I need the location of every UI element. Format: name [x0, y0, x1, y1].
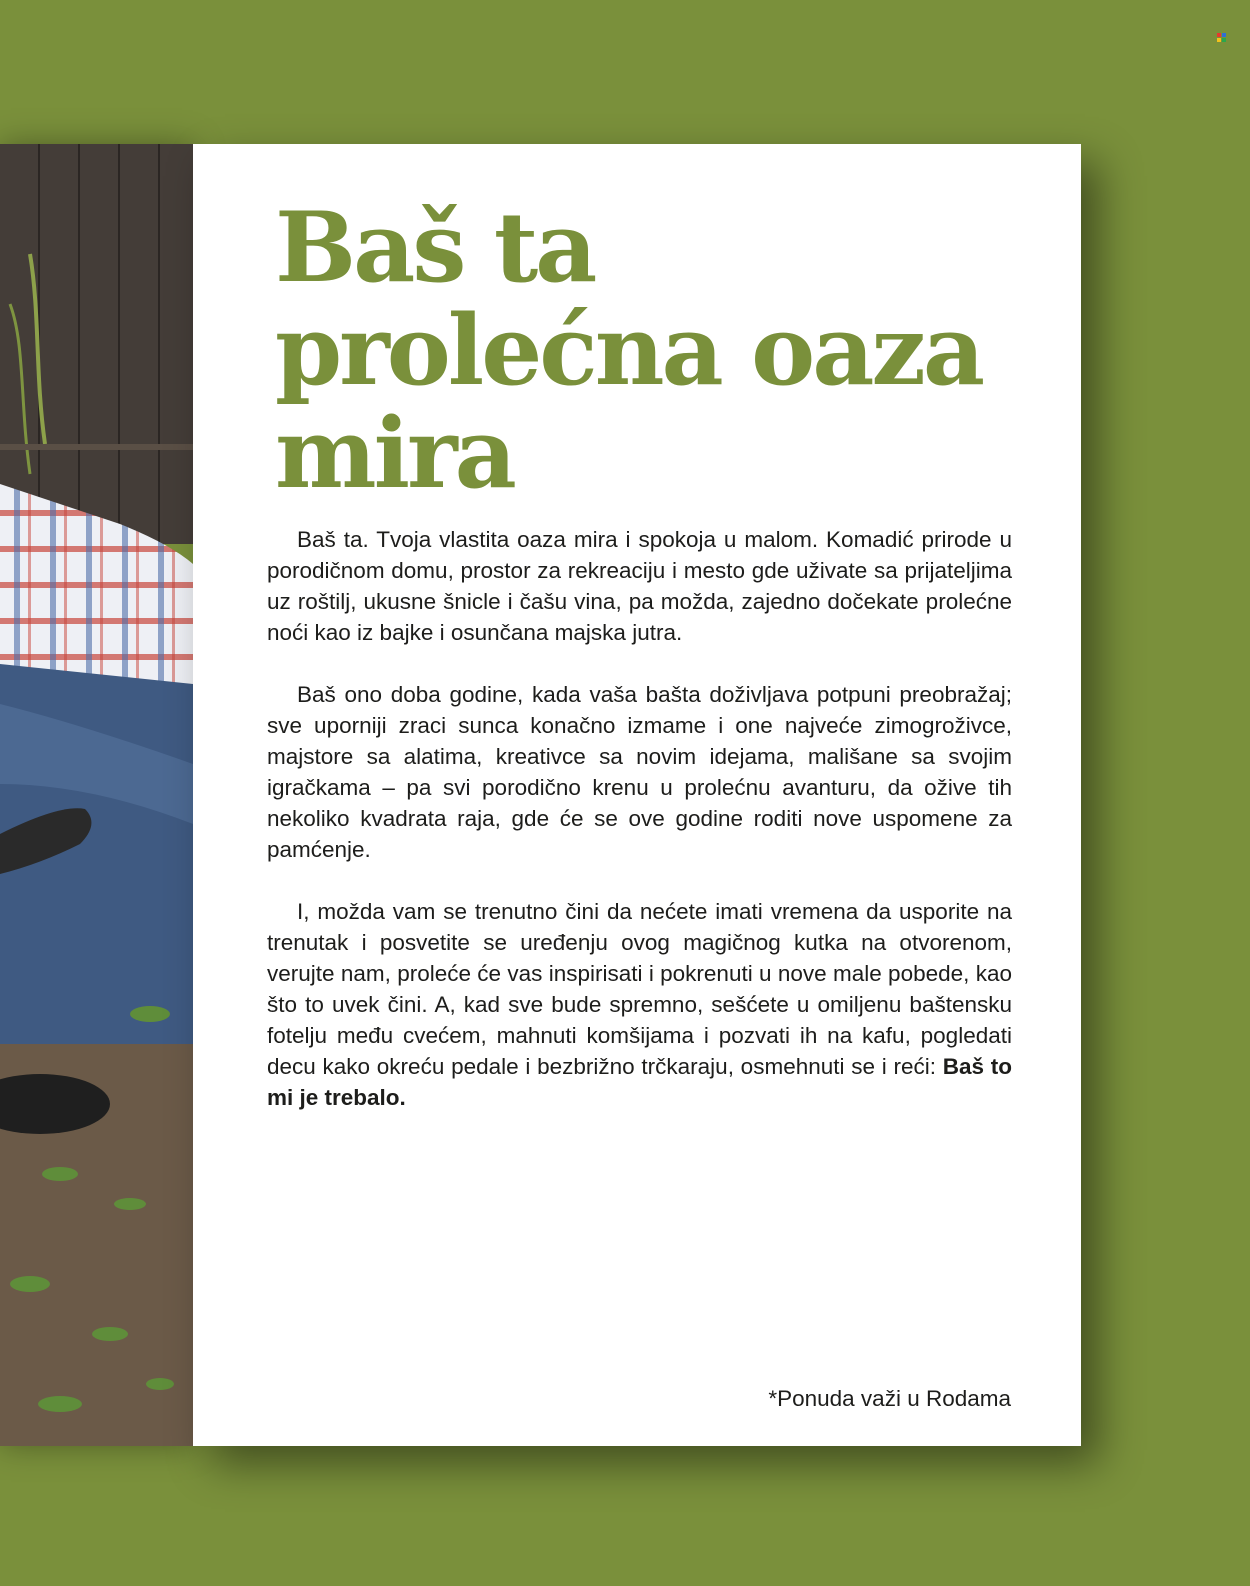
paragraph-1: Baš ta. Tvoja vlastita oaza mira i spokoja u malom. Komadić prirode u porodičnom domu, prostor za rekreaciju i mesto gde uživate sa prijateljima uz roštilj, ukusne šnicle i čašu vina, pa možda, zajedno dočekate prolećne noći kao iz bajke i osunčana majska jutra.	[267, 527, 1012, 645]
garden-photo	[0, 144, 193, 1446]
text-card	[193, 144, 1081, 1446]
brand-mark-icon	[1217, 33, 1226, 42]
paragraph-3	[267, 896, 1012, 1113]
offer-footnote: *Ponuda važi u Rodama	[768, 1386, 1011, 1411]
page-title: Baš ta prolećna oaza mira	[275, 191, 983, 510]
closing-bold-text: Baš to mi je trebalo.	[267, 1054, 1013, 1110]
paragraph-3-text: I, možda vam se trenutno čini da nećete imati vremena da usporite na trenutak i posvetite se uređenju ovog magičnog kutka na otvorenom, verujte nam, proleće će vas inspirisati i pokrenuti u nove male pobede, kao što to uvek čini. A, kad sve bude spremno, sešćete u omiljenu baštensku fotelju među cvećem, mahnuti komšijama i pozvati ih na kafu, pogledati decu kako okreću pedale i bezbrižno trčkaraju, osmehnuti se i reći:	[267, 899, 1012, 1079]
body-text	[267, 524, 1012, 1144]
paragraph-2: Baš ono doba godine, kada vaša bašta doživljava potpuni preobražaj; sve uporniji zraci sunca konačno izmame i one najveće zimogroživce, majstore sa alatima, kreativce sa novim idejama, mališane sa svojim igračkama – pa svi porodično krenu u prolećnu avanturu, da ožive tih nekoliko kvadrata raja, gde će se ove godine roditi nove uspomene za pamćenje.	[267, 682, 1012, 862]
